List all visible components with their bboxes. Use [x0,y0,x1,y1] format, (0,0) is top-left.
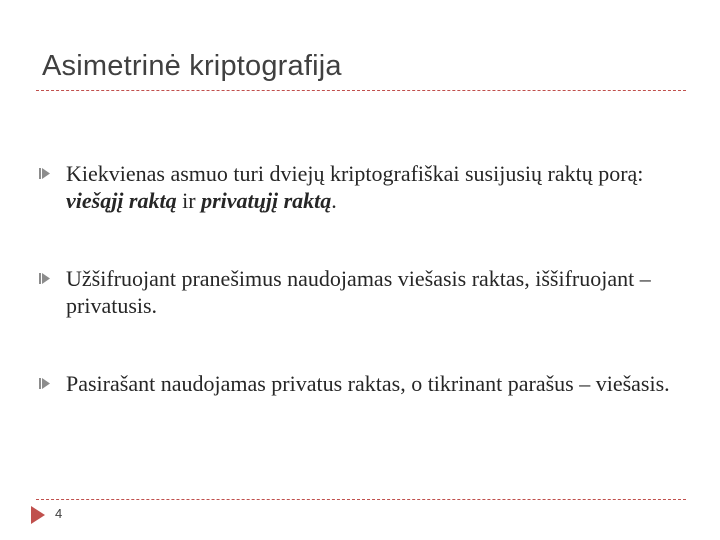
bullet-text-part: . [331,188,337,213]
bullet-text: Pasirašant naudojamas privatus raktas, o tikrinant parašus – viešasis. [66,371,670,396]
bullet-text-part: Kiekvienas asmuo turi dviejų kriptografiškai susijusių raktų porą: [66,161,644,186]
bullet-text: Užšifruojant pranešimus naudojamas viešasis raktas, iššifruojant – privatusis. [66,266,651,318]
title-divider [36,90,686,91]
bullet-icon [38,272,51,285]
bullet-text [66,160,678,214]
bullet-item [38,265,678,319]
page-number: 4 [55,506,63,521]
bullet-item [38,160,678,214]
emphasis-public-key: viešąjį raktą [66,188,177,213]
bullet-text-part: ir [176,188,202,213]
slide-title: Asimetrinė kriptografija [42,50,342,82]
bullet-icon [38,377,51,390]
footer-divider [36,499,686,500]
emphasis-private-key: privatųjį raktą [201,188,332,213]
bullet-icon [38,167,51,180]
page-marker-icon [31,506,45,524]
bullet-item [38,370,670,397]
